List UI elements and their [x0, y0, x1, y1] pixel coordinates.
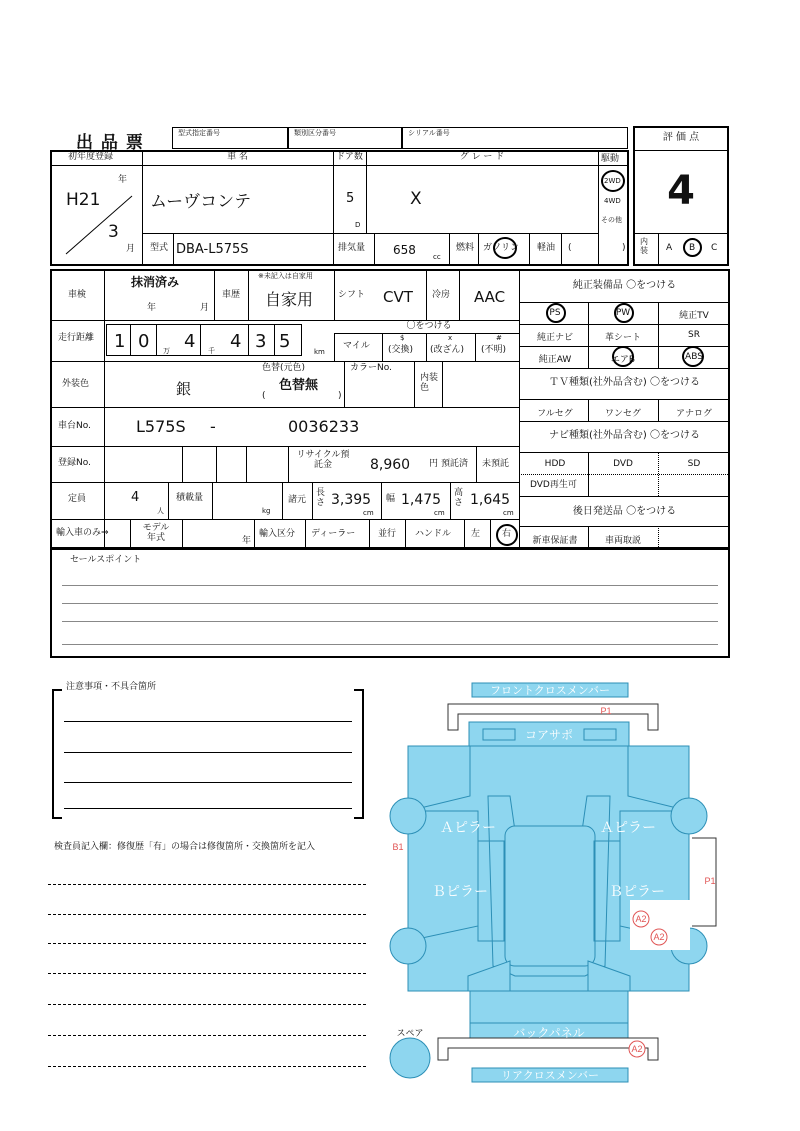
- mileage-mile: マイル: [343, 341, 370, 351]
- sheet-title: 出 品 票: [76, 133, 144, 153]
- interior-b: B: [689, 243, 696, 253]
- length-value: 3,395: [331, 492, 372, 508]
- mark-a2-2: A2: [653, 932, 665, 942]
- fuel-paren-close: ): [622, 243, 626, 253]
- color-no-label: カラーNo.: [350, 363, 392, 373]
- mark-a2-3: A2: [631, 1044, 643, 1054]
- import-dealer: ディーラー: [311, 529, 356, 539]
- recycle-not-deposited: 未預託: [482, 459, 510, 469]
- later-warranty: 新車保証書: [532, 536, 578, 546]
- height-label: 高さ: [454, 488, 464, 508]
- spec-label: 諸元: [288, 495, 307, 505]
- caution-label: 注意事項・不具合箇所: [66, 682, 157, 692]
- load-unit: kg: [262, 507, 271, 515]
- length-label: 長さ: [316, 488, 326, 508]
- equip-abs: ABS: [685, 352, 703, 362]
- mileage-digit-4: 4: [230, 331, 242, 352]
- fuel-label: 燃料: [456, 243, 475, 253]
- height-value: 1,645: [470, 492, 511, 508]
- tv-oneseg: ワンセグ: [604, 409, 641, 419]
- mileage-km: km: [314, 348, 325, 356]
- ac-label: 冷房: [432, 290, 451, 300]
- import-handle-label: ハンドル: [415, 529, 452, 539]
- navi-dvd: DVD: [613, 459, 633, 469]
- equip-sr: SR: [688, 330, 700, 340]
- import-right: 右: [502, 529, 512, 539]
- rating-label: 評 価 点: [662, 132, 700, 143]
- interior-b-circle: [683, 238, 702, 257]
- mark-p1-right: P1: [704, 876, 716, 886]
- car-name: ムーヴコンテ: [150, 192, 252, 212]
- recycle-value: 8,960: [370, 457, 411, 473]
- original-color-label: 色替(元色): [262, 363, 306, 373]
- mileage-unknown: (不明): [481, 345, 507, 355]
- mark-a2-1: A2: [635, 914, 647, 924]
- shaken-month: 月: [200, 303, 210, 313]
- spare-label: スペア: [396, 1028, 424, 1038]
- mileage-digit-3: 4: [184, 331, 196, 352]
- fuel-gasoline: ガソリン: [483, 243, 520, 253]
- navi-sd: SD: [687, 459, 701, 469]
- core-support-label: コアサポ: [524, 728, 574, 742]
- mark-b1: B1: [392, 842, 404, 852]
- load-label: 積載量: [176, 493, 204, 503]
- car-name-label: 車 名: [227, 152, 248, 162]
- mileage-digit-6: 5: [279, 331, 291, 352]
- caution-bracket-right: [354, 689, 364, 819]
- rating-value: 4: [667, 168, 695, 214]
- shaken-value: 抹消済み: [131, 275, 180, 289]
- chassis-dash: -: [210, 417, 216, 436]
- tire-front-left: [390, 798, 426, 834]
- chassis-label: 車台No.: [58, 421, 91, 431]
- import-year-unit: 年: [242, 536, 252, 546]
- mileage-box: [106, 324, 302, 356]
- later-manual: 車両取説: [604, 536, 641, 546]
- drive-4wd: 4WD: [604, 197, 621, 205]
- dvd-playback-label: DVD再生可: [530, 480, 577, 490]
- category-label: 類別区分番号: [294, 129, 336, 137]
- original-paren-open: (: [262, 391, 266, 401]
- equip-pw-circle: [614, 303, 634, 323]
- fuel-gasoline-circle: [493, 237, 517, 259]
- equip-navi: 純正ナビ: [536, 333, 573, 343]
- original-paren-close: ): [338, 391, 342, 401]
- drive-other: その他: [601, 216, 622, 224]
- mileage-exchange: (交換): [388, 345, 414, 355]
- month: 3: [108, 222, 119, 242]
- drive-2wd-circle: [601, 170, 625, 192]
- mileage-tampered: (改ざん): [430, 345, 465, 355]
- equip-abs-circle: [682, 346, 704, 367]
- import-only-label: 輸入車のみ⇒: [56, 528, 109, 538]
- equip-airbag: エアB: [610, 355, 636, 365]
- month-unit: 月: [126, 244, 136, 254]
- navi-title: ナビ種類(社外品含む) 〇をつける: [549, 430, 700, 441]
- fuel-paren-open: (: [568, 243, 572, 253]
- exterior-color-value: 銀: [176, 380, 192, 398]
- a-pillar-right-label: Ａピラー: [600, 819, 656, 835]
- history-label: 車歴: [222, 290, 241, 300]
- fuel-light-oil: 軽油: [537, 243, 556, 253]
- rear-cross-label: リアクロスメンバー: [501, 1070, 599, 1082]
- equip-tv: 純正TV: [679, 311, 709, 321]
- history-value: 自家用: [265, 290, 314, 309]
- height-cm: cm: [503, 509, 514, 517]
- doors-label: ドア数: [336, 152, 363, 162]
- equip-leather: 革シート: [604, 333, 641, 343]
- shaken-label: 車検: [68, 290, 87, 300]
- first-reg-label: 初年度登録: [68, 152, 114, 162]
- equip-aw: 純正AW: [538, 355, 572, 365]
- registration-label: 登録No.: [58, 458, 91, 468]
- interior-color-label: 内装色: [420, 373, 439, 394]
- mileage-digit-1: 1: [114, 331, 126, 352]
- shift-value: CVT: [383, 288, 413, 306]
- recycle-label: リサイクル預託金: [296, 450, 350, 471]
- import-category-label: 輸入区分: [259, 529, 296, 539]
- drive-label: 駆動: [601, 154, 620, 164]
- width-value: 1,475: [401, 492, 442, 508]
- tv-title: ＴＶ種類(社外品含む) 〇をつける: [549, 377, 700, 388]
- a-pillar-left-label: Ａピラー: [440, 819, 496, 835]
- doors: 5: [346, 191, 355, 206]
- mark-p1-top: P1: [600, 706, 612, 716]
- ac-value: AAC: [474, 288, 506, 306]
- navi-hdd: HDD: [544, 459, 566, 469]
- chassis-number: 0036233: [288, 417, 360, 436]
- import-parallel: 並行: [378, 529, 397, 539]
- shift-label: シフト: [338, 290, 366, 300]
- interior-label: 内装: [640, 237, 648, 255]
- back-panel-label: バックパネル: [513, 1026, 585, 1040]
- tv-fullseg: フルセグ: [537, 409, 573, 419]
- grade: X: [410, 189, 422, 209]
- capacity-unit: 人: [157, 507, 164, 515]
- length-cm: cm: [363, 509, 374, 517]
- mileage-sym3: #: [496, 334, 502, 342]
- tire-rear-left: [390, 928, 426, 964]
- history-note: ※未記入は自家用: [258, 272, 313, 280]
- b-pillar-right-label: Ｂピラー: [609, 883, 665, 899]
- capacity-label: 定員: [68, 494, 87, 504]
- mileage-mark-label: 〇をつける: [406, 321, 452, 331]
- import-model-year-label: モデル年式: [142, 523, 170, 543]
- mileage-digit-2: 0: [138, 331, 150, 352]
- serial-label: シリアル番号: [408, 129, 450, 137]
- recycle-unit: 円: [429, 459, 439, 469]
- displacement: 658: [393, 243, 416, 257]
- type-approval-label: 型式指定番号: [178, 129, 220, 137]
- spare-tire: [390, 1038, 430, 1078]
- width-cm: cm: [434, 509, 445, 517]
- interior-a: A: [666, 243, 673, 253]
- model: DBA-L575S: [176, 242, 249, 257]
- sales-point-label: セールスポイント: [70, 555, 142, 565]
- width-label: 幅: [386, 494, 396, 504]
- model-label: 型式: [150, 243, 169, 253]
- equip-airbag-circle: [612, 346, 634, 367]
- front-cross-label: フロントクロスメンバー: [489, 685, 611, 697]
- equipment-title: 純正装備品 〇をつける: [572, 280, 677, 291]
- shaken-year: 年: [147, 303, 157, 313]
- mileage-sym2: x: [448, 334, 453, 342]
- mileage-digit-5: 3: [255, 331, 267, 352]
- doors-unit: D: [355, 221, 361, 229]
- mileage-sym1: $: [400, 334, 405, 342]
- import-right-circle: [496, 524, 518, 546]
- original-color-value: 色替無: [279, 378, 319, 393]
- capacity-value: 4: [131, 490, 140, 505]
- tv-analog: アナログ: [675, 409, 712, 419]
- grade-label: グ レ ー ド: [459, 152, 505, 162]
- caution-bracket: [52, 689, 62, 819]
- mileage-sen: 千: [208, 347, 215, 355]
- interior-c: C: [711, 243, 718, 253]
- year-unit: 年: [118, 175, 128, 185]
- recycle-deposited: 預託済: [441, 459, 469, 469]
- era: H21: [66, 190, 101, 210]
- chassis-prefix: L575S: [136, 417, 186, 436]
- drive-2wd: 2WD: [604, 177, 621, 185]
- mileage-label: 走行距離: [58, 333, 95, 343]
- equip-ps-circle: [546, 303, 566, 323]
- displacement-unit: cc: [433, 253, 441, 261]
- car-frame-diagram: [380, 676, 725, 1086]
- inspector-label: 検査員記入欄：修復歴「有」の場合は修復箇所・交換箇所を記入: [54, 842, 316, 852]
- import-left: 左: [471, 529, 481, 539]
- equip-ps: PS: [549, 308, 561, 318]
- displacement-label: 排気量: [338, 243, 366, 253]
- tire-front-right: [671, 798, 707, 834]
- later-title: 後日発送品 〇をつける: [572, 506, 677, 517]
- mileage-man: 万: [163, 347, 170, 355]
- exterior-color-label: 外装色: [62, 379, 90, 389]
- equip-pw: PW: [615, 308, 631, 318]
- b-pillar-left-label: Ｂピラー: [432, 883, 488, 899]
